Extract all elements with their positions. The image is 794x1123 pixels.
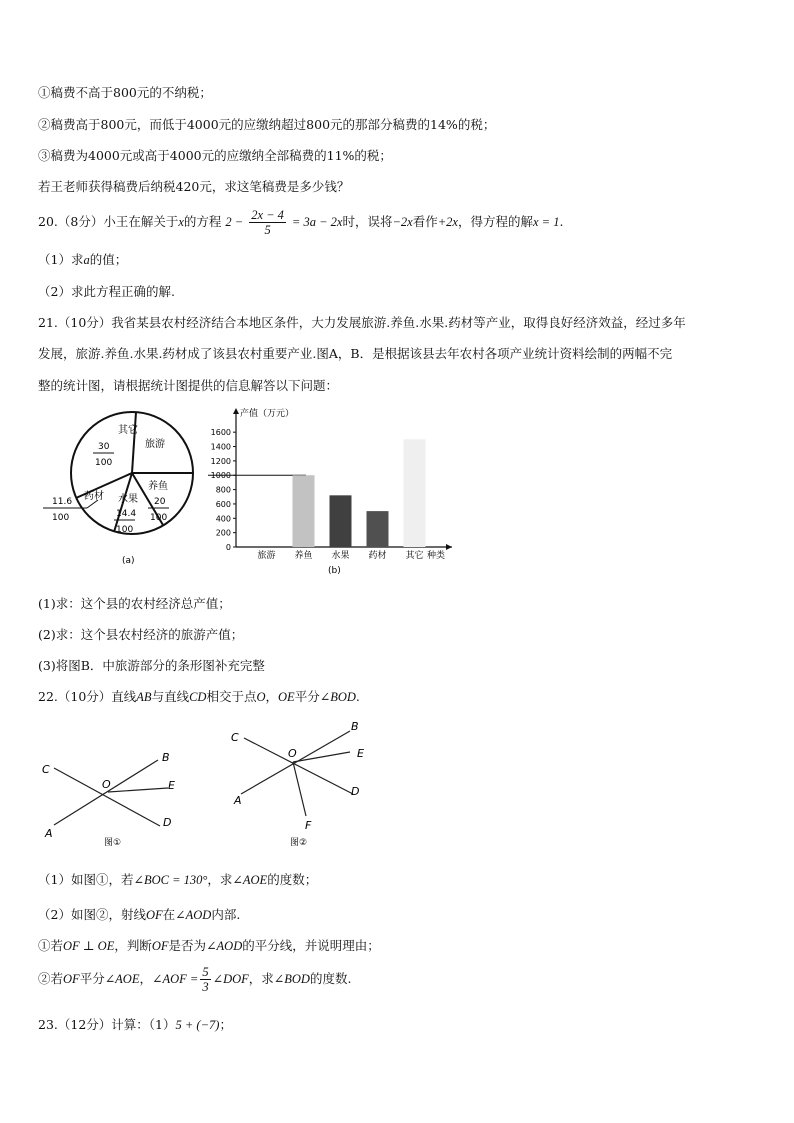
- figure-1: [38, 745, 198, 850]
- q22-p3-b: ，判断: [114, 938, 152, 953]
- q22-p1-c: 的度数；: [267, 872, 318, 887]
- q22-p1-angle2: ∠AOE: [232, 873, 268, 887]
- q22-p2-of: OF: [145, 908, 163, 922]
- fig2-label-o: O: [288, 747, 297, 760]
- q22-p4-c: ，: [139, 971, 152, 986]
- line-cd: [54, 768, 160, 826]
- q22-ab: AB: [136, 690, 152, 704]
- q22-p1-angle: ∠BOC = 130°: [133, 873, 208, 887]
- q20-part-2: （2）求此方程正确的解.: [38, 284, 175, 299]
- q20-frac-den: 5: [264, 223, 271, 237]
- fig1-label-o: O: [102, 778, 111, 791]
- pie-caption: (a): [122, 556, 135, 566]
- q22-p4-den: 3: [202, 980, 209, 994]
- x-tick-label: 药材: [368, 551, 387, 561]
- q22-mid2: 相交于点: [206, 689, 257, 704]
- pie-label-fish: 养鱼: [148, 481, 168, 492]
- fig2-label-a: A: [234, 794, 242, 807]
- q22-o: O: [256, 690, 266, 704]
- q22-p3-a: ①若: [38, 938, 64, 953]
- q20-frac-num: 2x − 4: [251, 208, 284, 222]
- q20-mid3: 看作: [412, 214, 438, 229]
- y-tick-label: 400: [215, 514, 231, 524]
- fig1-label-d: D: [163, 816, 172, 829]
- bar-ylabel: 产值（万元）: [240, 409, 295, 419]
- q22-stem: [38, 687, 360, 705]
- question-20-stem: [38, 208, 563, 237]
- fig1-label-e: E: [168, 779, 175, 792]
- q20-head: 20.（8分）小王在解关于: [38, 214, 179, 229]
- q22-p1-b: ，求: [207, 872, 233, 887]
- q21-sub-2: (2)求：这个县农村经济的旅游产值；: [38, 627, 244, 642]
- q21-text-2: 发展，旅游.养鱼.水果.药材成了该县农村重要产业.图A，B．是根据该县去年农村各项产业统计资料绘制的两幅不完: [38, 346, 673, 361]
- fig2-caption: 图②: [290, 838, 308, 848]
- y-tick-label: 200: [215, 528, 231, 538]
- q22-oe: OE: [278, 690, 295, 704]
- q20-p1-var: a: [83, 253, 90, 267]
- q20-p1-b: 的值；: [89, 252, 128, 267]
- q22-p2-b: 在: [162, 907, 176, 922]
- q21-sub-1: (1)求：这个县的农村经济总产值；: [38, 596, 231, 611]
- q20-eq-right: = 3a − 2x: [291, 215, 343, 229]
- fig2-label-f: F: [305, 819, 312, 832]
- x-tick-label: 其它: [405, 551, 424, 561]
- ray-of: [293, 762, 306, 816]
- pie-label-other: 其它: [118, 425, 138, 436]
- x-tick-label: 养鱼: [294, 551, 313, 561]
- q22-p4-of: OF: [63, 972, 80, 986]
- pie-label-fruit-den: 100: [116, 525, 134, 535]
- rule-line-3: ③稿费为4000元或高于4000元的应缴纳全部稿费的11%的税；: [38, 148, 392, 163]
- q22-p4-num: 5: [202, 965, 209, 979]
- q22-part-1: [38, 870, 317, 888]
- q22-p2-c: 内部.: [211, 907, 241, 922]
- q22-cd: CD: [189, 690, 207, 704]
- bar-4: [404, 439, 426, 547]
- q20-var-x: x: [178, 215, 184, 229]
- q20-mid2: 时，误将: [342, 214, 393, 229]
- q20-eq-mid: 的方程: [183, 214, 222, 229]
- rule-line-1: ①稿费不高于800元的不纳税；: [38, 85, 212, 100]
- pie-label-herb-num: 11.6: [52, 497, 73, 507]
- bar-3: [367, 511, 389, 547]
- rule-line-2: ②稿费高于800元，而低于4000元的应缴纳超过800元的那部分稿费的14%的税；: [38, 117, 496, 132]
- q21-text-1: 21.（10分）我省某县农村经济结合本地区条件，大力发展旅游.养鱼.水果.药材等产业，取得良好经济效益，经过多年: [38, 315, 686, 330]
- q22-p3-angle: ∠AOD: [206, 939, 243, 953]
- fig2-label-c: C: [231, 731, 239, 744]
- y-tick-label: 1000: [210, 471, 231, 481]
- y-tick-label: 800: [215, 485, 231, 495]
- y-tick-label: 1600: [210, 428, 231, 438]
- q22-p3-rel: OF ⊥ OE: [63, 939, 115, 953]
- y-tick-label: 600: [215, 499, 231, 509]
- q22-p4-angle: ∠AOE: [104, 972, 140, 986]
- q22-p1-a: （1）如图①，若: [38, 872, 134, 887]
- q22-p4-a: ②若: [38, 971, 64, 986]
- bar-2: [330, 495, 352, 547]
- q22-p4-lhs: ∠AOF =: [152, 972, 199, 986]
- y-tick-label: 1400: [210, 442, 231, 452]
- bar-1: [293, 475, 315, 547]
- pie-label-other-num: 30: [98, 442, 110, 452]
- pie-label-fish-num: 20: [154, 497, 166, 507]
- x-tick-label: 旅游: [257, 551, 276, 561]
- fig1-label-c: C: [42, 763, 50, 776]
- pie-label-tour: 旅游: [145, 439, 165, 450]
- q22-mid3: ，: [265, 689, 279, 704]
- fig1-label-b: B: [162, 751, 170, 764]
- x-axis-arrow: [446, 544, 452, 550]
- pie-label-herb-den: 100: [52, 513, 70, 523]
- pie-label-herb: 药材: [84, 491, 104, 502]
- figure-2: [228, 715, 388, 850]
- q22-p2-angle: ∠AOD: [175, 908, 212, 922]
- pie-label-other-den: 100: [95, 458, 113, 468]
- q22-p3-of: OF: [151, 939, 169, 953]
- pie-label-fruit-num: 14.4: [116, 509, 137, 519]
- x-tick-label: 水果: [331, 551, 350, 561]
- q22-p4-fraction: [200, 965, 210, 994]
- bar-chart-b: [200, 405, 460, 577]
- q22-p3-d: 的平分线，并说明理由；: [242, 938, 380, 953]
- q22-part-2-1: [38, 936, 380, 954]
- q22-angle: ∠BOD: [319, 690, 356, 704]
- q23-stem: [38, 1015, 232, 1033]
- q22-mid1: 与直线: [151, 689, 190, 704]
- y-axis-arrow: [233, 408, 239, 414]
- q20-solution: x = 1: [532, 215, 560, 229]
- q22-end: .: [355, 689, 360, 704]
- q21-sub-3: (3)将图B．中旅游部分的条形图补充完整: [38, 658, 265, 673]
- q22-p4-e: 的度数.: [309, 971, 352, 986]
- q20-p1-a: （1）求: [38, 252, 84, 267]
- q22-head: 22.（10分）直线: [38, 689, 137, 704]
- fig1-label-a: A: [45, 827, 53, 840]
- bar-caption: (b): [328, 566, 341, 576]
- pie-label-fruit: 水果: [118, 494, 138, 505]
- q20-part-1: [38, 250, 127, 268]
- bar-xlabel: 种类: [427, 551, 446, 561]
- pie-label-fish-den: 100: [150, 513, 168, 523]
- q22-mid4: 平分: [294, 689, 320, 704]
- ray-oe: [293, 752, 350, 762]
- q23-head: 23.（12分）计算：（1）: [38, 1017, 176, 1032]
- q21-text-3: 整的统计图，请根据统计图提供的信息解答以下问题：: [38, 378, 339, 393]
- q22-p4-b: 平分: [79, 971, 105, 986]
- q20-eq-left: 2 −: [225, 215, 244, 229]
- line-ab: [54, 760, 158, 825]
- q22-p4-rhs: ∠DOF: [212, 972, 249, 986]
- pie-chart-a: [38, 405, 208, 575]
- q20-end: .: [559, 214, 564, 229]
- fig1-caption: 图①: [104, 838, 122, 848]
- q20-tail: ，得方程的解: [457, 214, 533, 229]
- q22-part-2-2: [38, 965, 351, 994]
- q20-fraction: [249, 208, 286, 237]
- q22-part-2: [38, 905, 240, 923]
- q22-p4-d: ，求: [248, 971, 274, 986]
- q20-right: +2x: [437, 215, 458, 229]
- q20-wrong: −2x: [392, 215, 413, 229]
- q22-p2-a: （2）如图②，射线: [38, 907, 146, 922]
- fig2-label-b: B: [351, 720, 359, 733]
- y-tick-label: 1200: [210, 456, 231, 466]
- y-tick-label: 0: [225, 543, 231, 552]
- question-19-ask: 若王老师获得稿费后纳税420元，求这笔稿费是多少钱？: [38, 179, 350, 194]
- q22-p4-angle2: ∠BOD: [273, 972, 310, 986]
- q22-p3-c: 是否为: [168, 938, 207, 953]
- fig2-label-d: D: [351, 785, 360, 798]
- q23-expr: 5 + (−7): [175, 1018, 220, 1032]
- fig2-label-e: E: [357, 747, 364, 760]
- q23-end: ；: [219, 1017, 232, 1032]
- ray-oe: [108, 788, 168, 792]
